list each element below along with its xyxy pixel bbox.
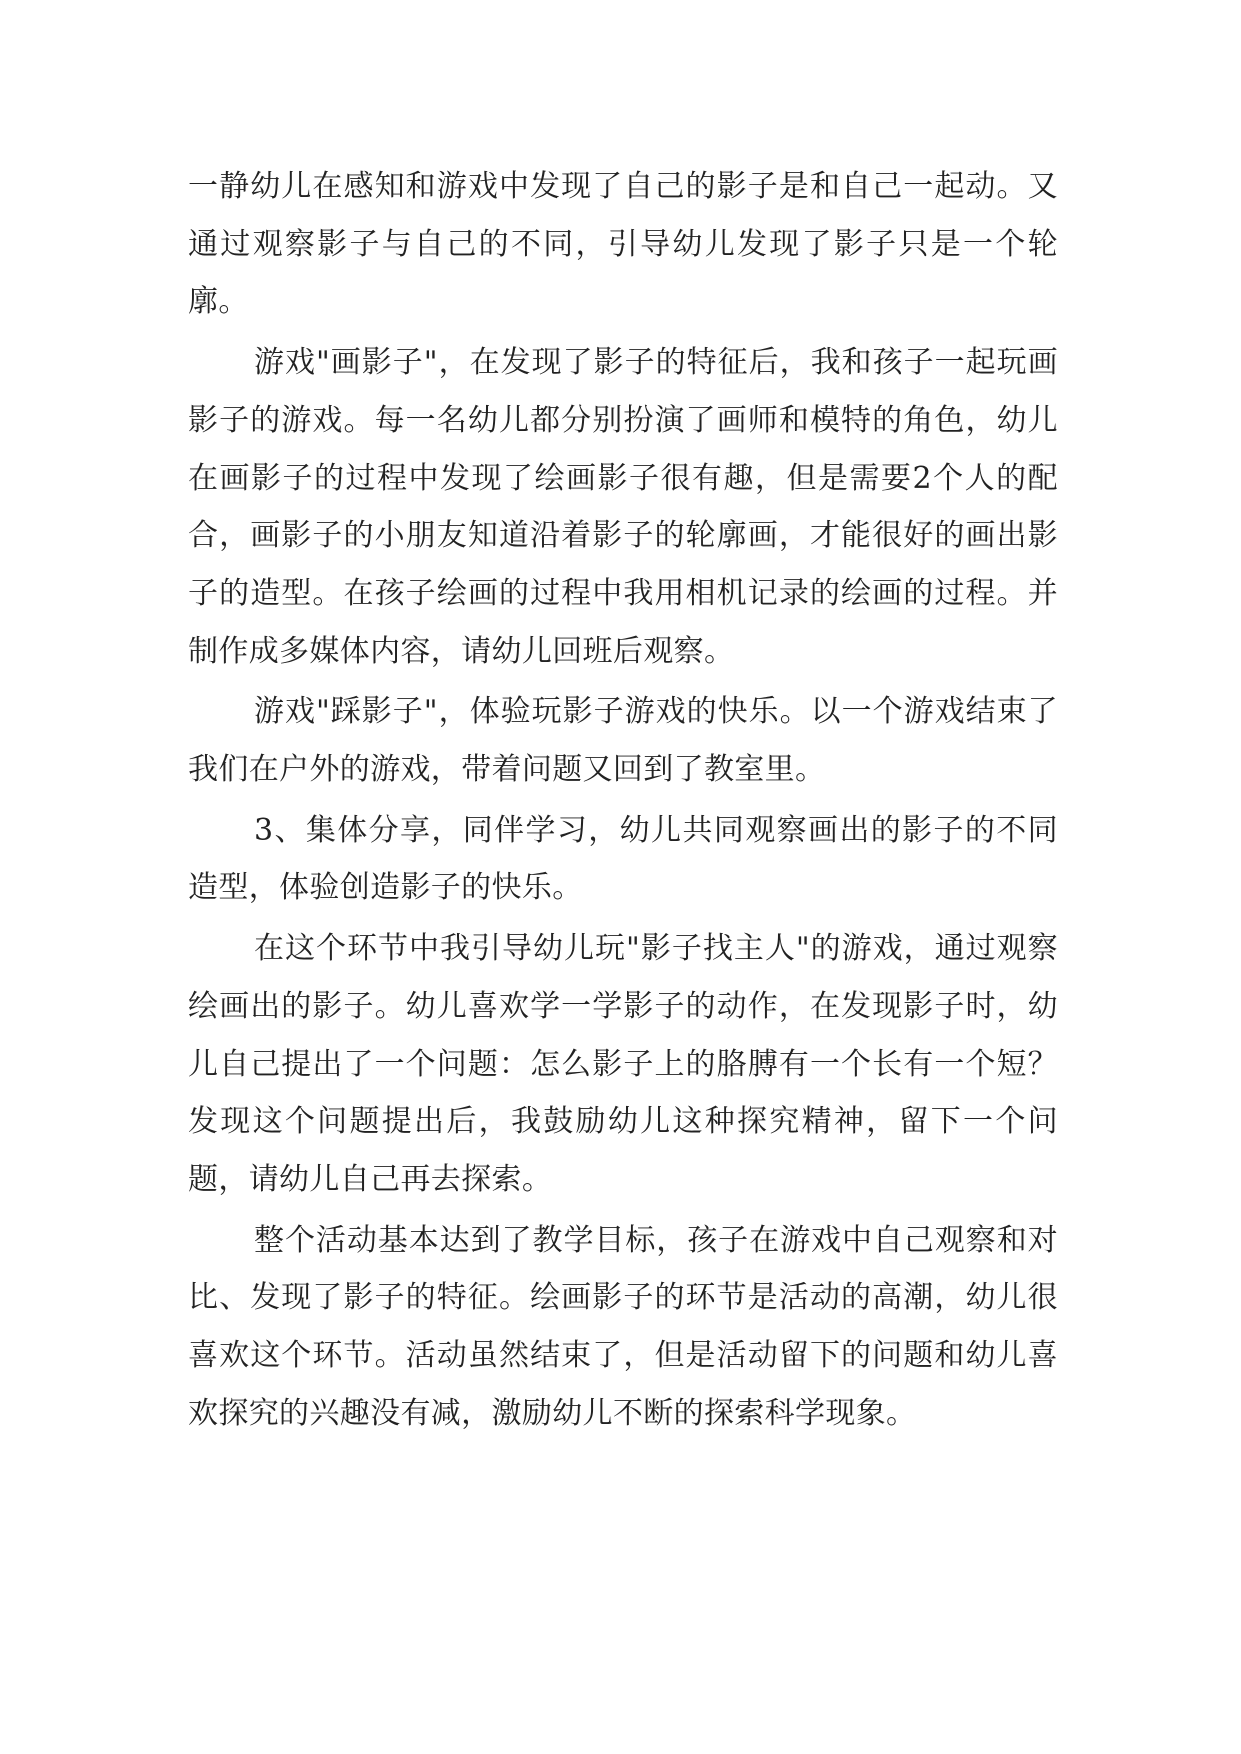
paragraph-4: 3、集体分享，同伴学习，幼儿共同观察画出的影子的不同造型，体验创造影子的快乐。 <box>188 812 1058 906</box>
paragraph-2: 游戏"画影子"，在发现了影子的特征后，我和孩子一起玩画影子的游戏。每一名幼儿都分别扮演了画师和模特的角色，幼儿在画影子的过程中发现了绘画影子很有趣，但是需要2个人的配合，画影子的小朋友知道沿着影子的轮廓画，才能很好的画出影子的造型。在孩子绘画的过程中我用相机记录的绘画的过程。并制作成多媒体内容，请幼儿回班后观察。 <box>188 345 1058 669</box>
document-body <box>188 158 1058 1445</box>
paragraph-6: 整个活动基本达到了教学目标，孩子在游戏中自己观察和对比、发现了影子的特征。绘画影子的环节是活动的高潮，幼儿很喜欢这个环节。活动虽然结束了，但是活动留下的问题和幼儿喜欢探究的兴趣没有减，激励幼儿不断的探索科学现象。 <box>188 1222 1058 1431</box>
paragraph-3: 游戏"踩影子"，体验玩影子游戏的快乐。以一个游戏结束了我们在户外的游戏，带着问题又回到了教室里。 <box>188 694 1058 788</box>
paragraph-1: 一静幼儿在感知和游戏中发现了自己的影子是和自己一起动。又通过观察影子与自己的不同，引导幼儿发现了影子只是一个轮廓。 <box>188 169 1058 320</box>
paragraph-5: 在这个环节中我引导幼儿玩"影子找主人"的游戏，通过观察绘画出的影子。幼儿喜欢学一学影子的动作，在发现影子时，幼儿自己提出了一个问题：怎么影子上的胳膊有一个长有一个短？发现这个问题提出后，我鼓励幼儿这种探究精神，留下一个问题，请幼儿自己再去探索。 <box>188 931 1058 1197</box>
